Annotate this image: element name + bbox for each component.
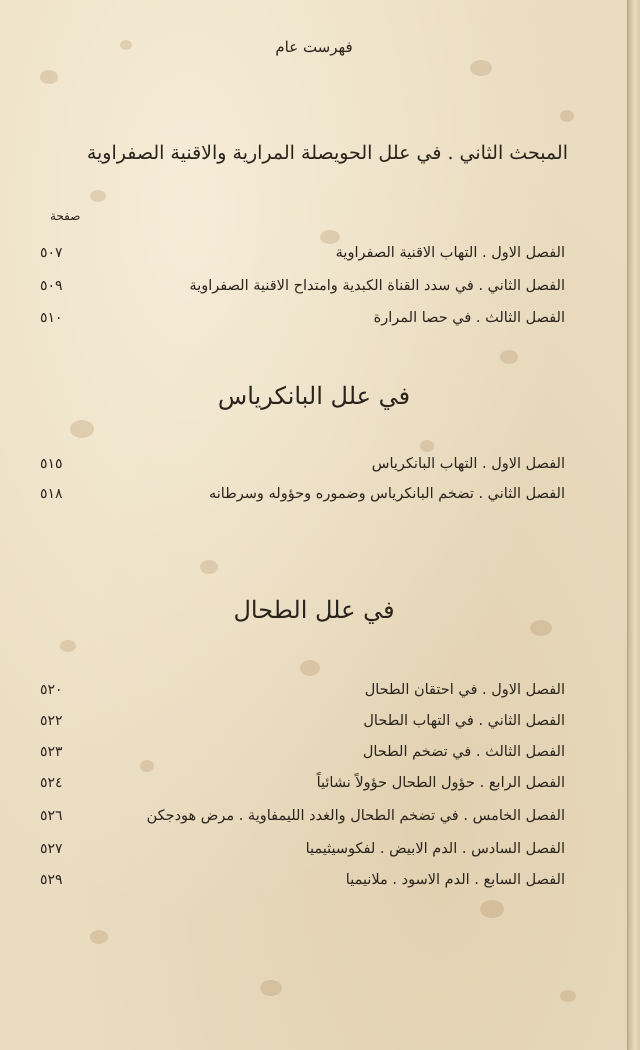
stain-spot	[420, 440, 434, 452]
toc-entry-page: ٥١٠	[40, 310, 63, 326]
toc-entry	[40, 245, 565, 271]
toc-entry-page: ٥٠٧	[40, 245, 63, 261]
toc-entry-page: ٥١٨	[40, 486, 63, 502]
toc-entry-page: ٥١٥	[40, 456, 63, 472]
toc-entry-text: الفصل السابع . الدم الاسود . ملانيميا	[345, 872, 565, 888]
toc-entry-text: الفصل الرابع . حؤول الطحال حؤولاً نشائياً	[316, 775, 565, 791]
toc-entry	[40, 872, 565, 898]
toc-entry-page: ٥٢٧	[40, 841, 63, 857]
toc-entry-text: الفصل الثاني . في سدد القناة الكبدية وامتداح الاقنية الصفراوية	[189, 278, 565, 294]
stain-spot	[560, 110, 574, 122]
stain-spot	[300, 660, 320, 676]
toc-entry-page: ٥٢٣	[40, 744, 63, 760]
toc-entry-text: الفصل الثاني . تضخم البانكرياس وضموره وحؤوله وسرطانه	[209, 486, 565, 502]
toc-entry	[40, 808, 565, 834]
toc-entry	[40, 713, 565, 739]
toc-entry	[40, 841, 565, 867]
toc-entry	[40, 744, 565, 770]
toc-entry-text: الفصل الثالث . في حصا المرارة	[373, 310, 565, 326]
toc-entry-page: ٥٢٢	[40, 713, 63, 729]
stain-spot	[60, 640, 76, 652]
toc-entry-text: الفصل الاول . في احتقان الطحال	[364, 682, 565, 698]
page-column-label: صفحة	[50, 209, 81, 223]
section-title-gallbladder: المبحث الثاني . في علل الحويصلة المرارية والاقنية الصفراوية	[86, 142, 568, 164]
toc-entry-text: الفصل الاول . التهاب البانكرياس	[371, 456, 565, 472]
stain-spot	[480, 900, 504, 918]
toc-entry-text: الفصل الاول . التهاب الاقنية الصفراوية	[335, 245, 565, 261]
toc-entry	[40, 456, 565, 482]
toc-entry-text: الفصل الخامس . في تضخم الطحال والغدد الليمفاوية . مرض هودجكن	[146, 808, 565, 824]
stain-spot	[260, 980, 282, 996]
stain-spot	[90, 190, 106, 202]
stain-spot	[90, 930, 108, 944]
toc-entry-page: ٥٠٩	[40, 278, 63, 294]
toc-entry-page: ٥٢٠	[40, 682, 63, 698]
toc-entry-text: الفصل السادس . الدم الابيض . لفكوسيثيميا	[305, 841, 565, 857]
section-title-spleen: في علل الطحال	[233, 596, 395, 624]
toc-entry-page: ٥٢٩	[40, 872, 63, 888]
toc-entry	[40, 682, 565, 708]
stain-spot	[500, 350, 518, 364]
toc-entry	[40, 486, 565, 512]
toc-entry-text: الفصل الثاني . في التهاب الطحال	[363, 713, 565, 729]
toc-entry-page: ٥٢٦	[40, 808, 63, 824]
stain-spot	[40, 70, 58, 84]
section-title-pancreas: في علل البانكرياس	[217, 382, 411, 410]
stain-spot	[560, 990, 576, 1002]
stain-spot	[200, 560, 218, 574]
toc-entry	[40, 310, 565, 336]
toc-entry	[40, 775, 565, 801]
stain-spot	[470, 60, 492, 76]
toc-entry-page: ٥٢٤	[40, 775, 63, 791]
stain-spot	[320, 230, 340, 244]
toc-entry	[40, 278, 565, 304]
book-spine-edge	[627, 0, 640, 1050]
stain-spot	[70, 420, 94, 438]
toc-entry-text: الفصل الثالث . في تضخم الطحال	[362, 744, 565, 760]
running-header: فهرست عام	[275, 38, 353, 56]
